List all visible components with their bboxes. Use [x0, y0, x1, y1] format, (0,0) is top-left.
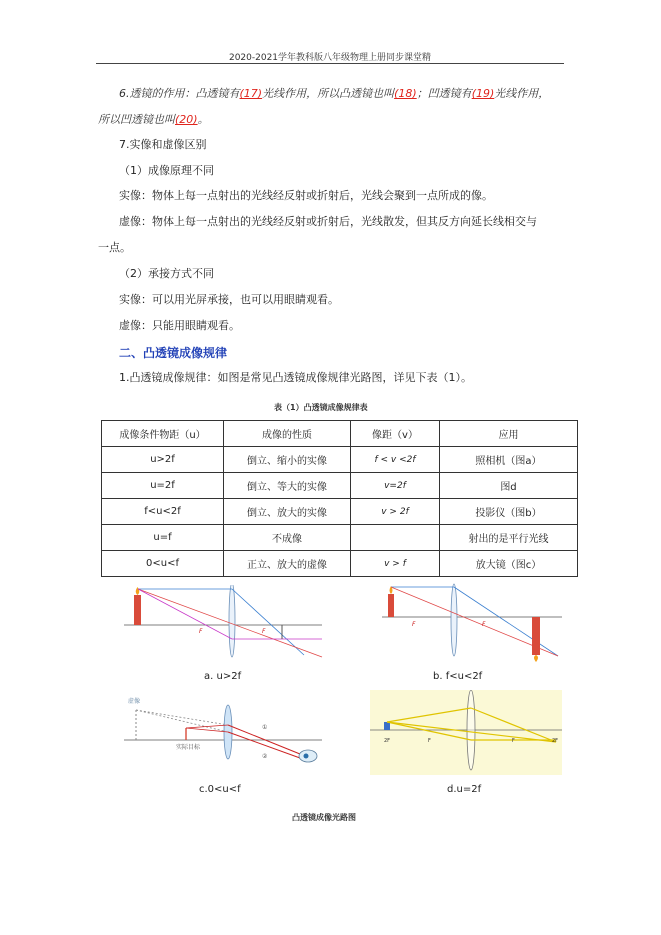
- table-cell: v > 2f: [351, 499, 440, 525]
- table-row: [102, 525, 578, 551]
- extension-line: [136, 710, 228, 732]
- table-cell: 倒立、等大的实像: [224, 473, 351, 499]
- text-segment: 6.透镜的作用：凸透镜有: [119, 87, 240, 100]
- figure-c-caption: c.0<u<f: [199, 784, 241, 795]
- ray: [138, 589, 232, 639]
- figure-a-ray-diagram: [124, 585, 324, 660]
- text-segment: 所以凹透镜也叫: [98, 113, 175, 126]
- figure-a-caption: a. u>2f: [204, 671, 242, 682]
- real-image-receiving: 实像：可以用光屏承接，也可以用眼睛观看。: [119, 293, 339, 306]
- ray: [186, 725, 228, 728]
- candle-object: [134, 595, 141, 625]
- table-cell: u=2f: [102, 473, 224, 499]
- blank-18: (18): [394, 87, 417, 100]
- convex-lens: [451, 584, 457, 656]
- imaging-rule-intro: 1.凸透镜成像规律：如图是常见凸透镜成像规律光路图，详见下表（1）。: [119, 371, 472, 384]
- table-cell: 不成像: [224, 525, 351, 551]
- imaging-rule-table: [101, 420, 578, 577]
- focus-label: F: [262, 628, 266, 635]
- blank-19: (19): [471, 87, 495, 100]
- table-cell: u=f: [102, 525, 224, 551]
- focus-label: F: [199, 628, 203, 635]
- ray: [186, 728, 228, 732]
- figure-c-ray-diagram: [124, 692, 324, 772]
- table-row: [102, 447, 578, 473]
- tick-label: F: [428, 738, 431, 744]
- object-label: 实际目标: [176, 744, 201, 751]
- table-cell: 图d: [440, 473, 578, 499]
- candle-flame: [136, 587, 140, 595]
- focus-label: F: [412, 621, 416, 628]
- virtual-image-definition: 虚像：物体上每一点射出的光线经反射或折射后，光线散发，但其反方向延长线相交与: [119, 215, 537, 228]
- text-segment: 光线作用，所以凸透镜也叫: [262, 87, 395, 100]
- table-cell: 倒立、放大的实像: [224, 499, 351, 525]
- table-cell: 倒立、缩小的实像: [224, 447, 351, 473]
- table-header: 像距（v）: [351, 421, 440, 447]
- blank-20: (20): [175, 113, 198, 126]
- section-heading: 二、凸透镜成像规律: [119, 346, 228, 360]
- figure-d-caption: d.u=2f: [447, 784, 482, 795]
- table-cell: f < v <2f: [351, 447, 440, 473]
- table-cell: 照相机（图a）: [440, 447, 578, 473]
- header-rule: [96, 63, 564, 64]
- virtual-image-definition-cont: 一点。: [98, 241, 131, 254]
- text-segment: 光线作用，: [494, 87, 550, 100]
- table-row: [102, 473, 578, 499]
- candle-object: [388, 594, 394, 617]
- page-header: 2020-2021学年教科版八年级物理上册同步课堂精: [228, 53, 432, 63]
- eye-pupil: [304, 754, 309, 759]
- blank-17: (17): [239, 87, 263, 100]
- heading-real-virtual: 7.实像和虚像区别: [119, 138, 207, 151]
- convex-lens: [467, 690, 475, 770]
- table-caption: 表（1）凸透镜成像规律表: [274, 403, 368, 412]
- subheading-principle: （1）成像原理不同: [119, 164, 214, 177]
- paragraph-lens-function: [119, 86, 549, 102]
- table-cell: 投影仪（图b）: [440, 499, 578, 525]
- text-segment: 。: [197, 113, 209, 126]
- paragraph-lens-function-cont: [98, 112, 209, 128]
- table-cell: 射出的是平行光线: [440, 525, 578, 551]
- figure-b-caption: b. f<u<2f: [433, 671, 483, 682]
- table-header: 应用: [440, 421, 578, 447]
- tick-label: 2F: [552, 738, 559, 744]
- table-row: [102, 499, 578, 525]
- table-cell: 放大镜（图c）: [440, 551, 578, 577]
- tick-label: F: [512, 738, 515, 744]
- convex-lens: [229, 585, 235, 657]
- virtual-image-label: 虚像: [128, 698, 141, 705]
- ray: [454, 587, 558, 656]
- ray-1-label: ①: [262, 724, 268, 731]
- ray-2-label: ②: [262, 753, 268, 760]
- text-segment: ；凹透镜有: [416, 87, 472, 100]
- focus-label: F: [482, 621, 486, 628]
- ray: [232, 589, 304, 655]
- table-row: [102, 551, 578, 577]
- extension-line: [136, 710, 228, 725]
- table-cell: 0<u<f: [102, 551, 224, 577]
- table-cell: f<u<2f: [102, 499, 224, 525]
- figure-d-ray-diagram: [370, 690, 562, 775]
- real-image-definition: 实像：物体上每一点射出的光线经反射或折射后，光线会聚到一点所成的像。: [119, 189, 493, 202]
- tick-label: 2F: [384, 738, 391, 744]
- table-header: 成像的性质: [224, 421, 351, 447]
- subheading-receiving: （2）承接方式不同: [119, 267, 214, 280]
- figure-b-ray-diagram: [382, 582, 562, 662]
- table-cell: 正立、放大的虚像: [224, 551, 351, 577]
- inverted-real-image: [532, 617, 540, 655]
- image-flame: [534, 655, 538, 662]
- table-cell: v=2f: [351, 473, 440, 499]
- table-cell: u>2f: [102, 447, 224, 473]
- table-cell: v > f: [351, 551, 440, 577]
- virtual-image-receiving: 虚像：只能用眼睛观看。: [119, 319, 240, 332]
- table-cell: [351, 525, 440, 551]
- object-marker: [384, 722, 390, 730]
- figure-group-caption: 凸透镜成像光路图: [292, 813, 356, 822]
- table-header: 成像条件物距（u）: [102, 421, 224, 447]
- table-header-row: [102, 421, 578, 447]
